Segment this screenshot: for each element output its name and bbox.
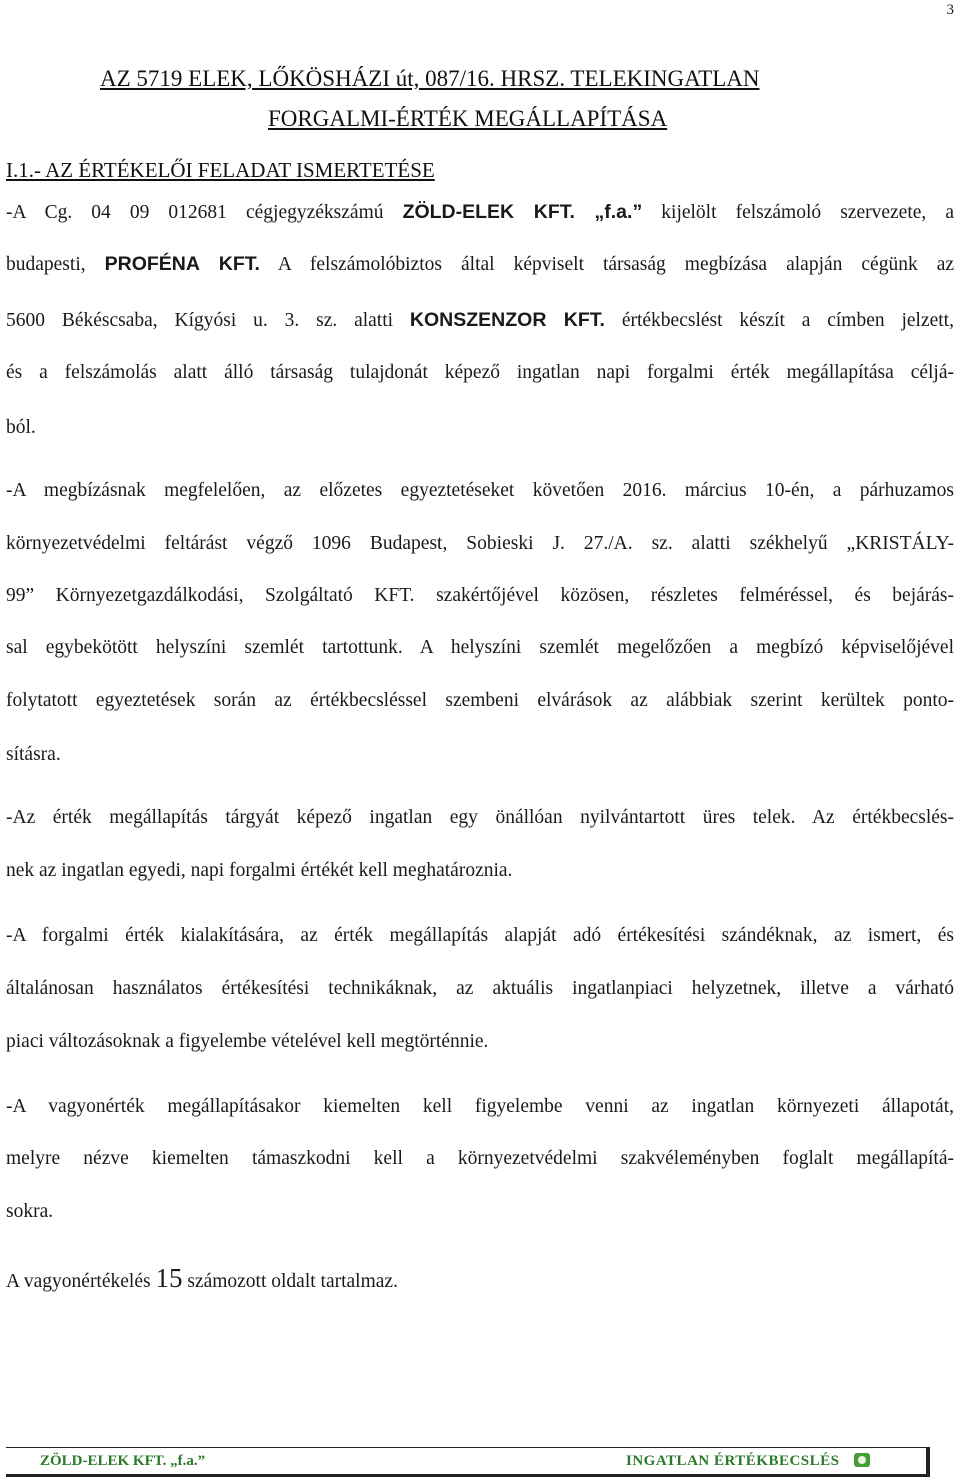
paragraph-4-line-1: -A forgalmi érték kialakítására, az érték megállapítás alapját adó értékesítési szándéknak, az ismert, és [6,925,954,946]
text: -A Cg. 04 09 012681 cégjegyzékszámú [6,202,403,223]
paragraph-5-line-3: sokra. [6,1201,54,1222]
text: számozott oldalt tartalmaz. [182,1271,398,1292]
page-footer [6,1447,930,1477]
paragraph-2-line-5: folytatott egyeztetések során az értékbecsléssel szembeni elvárások az alábbiak szerint kerültek ponto- [6,690,954,711]
document-title-line-1: AZ 5719 ELEK, LŐKÖSHÁZI út, 087/16. HRSZ. TELEKINGATLAN [100,66,760,91]
text: A vagyonértékelés [6,1271,156,1292]
paragraph-1-line-2 [6,255,954,275]
footer-title: INGATLAN ÉRTÉKBECSLÉS [626,1453,840,1469]
leaf-logo-icon [854,1453,870,1467]
paragraph-2-line-4: sal egybekötött helyszíni szemlét tartottunk. A helyszíni szemlét megelőzően a megbízó képviselőjével [6,637,954,658]
document-title-line-2: FORGALMI-ÉRTÉK MEGÁLLAPÍTÁSA [268,106,668,131]
paragraph-1-line-3 [6,311,954,331]
paragraph-2-line-3: 99” Környezetgazdálkodási, Szolgáltató KFT. szakértőjével közösen, részletes felméréssel, és bejárás- [6,585,954,606]
paragraph-1-line-5: ból. [6,417,36,438]
paragraph-4-line-2: általánosan használatos értékesítési technikáknak, az aktuális ingatlanpiaci helyzetnek, illetve a várható [6,978,954,999]
paragraph-1-line-4: és a felszámolás alatt álló társaság tulajdonát képező ingatlan napi forgalmi érték megállapítása céljá- [6,362,954,383]
page-number: 3 [946,2,954,18]
paragraph-3-line-2: nek az ingatlan egyedi, napi forgalmi értékét kell meghatároznia. [6,860,513,881]
paragraph-5-line-2: melyre nézve kiemelten támaszkodni kell a környezetvédelmi szakvéleményben foglalt megállapítá- [6,1148,954,1169]
company-name: PROFÉNA KFT. [104,253,260,275]
page-count: 15 [155,1263,183,1293]
paragraph-5-line-1: -A vagyonérték megállapításakor kiemelten kell figyelembe venni az ingatlan környezeti állapotát, [6,1096,954,1117]
paragraph-2-line-6: sításra. [6,744,61,765]
text: értékbecslést készít a címben jelzett, [604,310,954,331]
paragraph-4-line-3: piaci változásoknak a figyelembe vételével kell megtörténnie. [6,1031,489,1052]
text: budapesti, [6,254,105,275]
text: 5600 Békéscsaba, Kígyósi u. 3. sz. alatti [6,310,410,331]
paragraph-3-line-1: -Az érték megállapítás tárgyát képező ingatlan egy önállóan nyilvántartott üres telek. Az értékbecslés- [6,807,954,828]
text: A felszámolóbiztos által képviselt társaság megbízása alapján cégünk az [259,254,955,275]
company-name: ZÖLD-ELEK KFT. „f.a.” [402,201,643,223]
paragraph-6 [6,1265,954,1292]
text: kijelölt felszámoló szervezete, a [642,202,954,223]
footer-company: ZÖLD-ELEK KFT. „f.a.” [40,1453,206,1469]
company-name: KONSZENZOR KFT. [409,309,605,331]
paragraph-2-line-2: környezetvédelmi feltárást végző 1096 Budapest, Sobieski J. 27./A. sz. alatti székhelyű „KRISTÁLY- [6,533,954,554]
paragraph-2-line-1: -A megbízásnak megfelelően, az előzetes egyeztetéseket követően 2016. március 10-én, a párhuzamos [6,480,954,501]
paragraph-1-line-1 [6,203,954,223]
section-heading: I.1.- AZ ÉRTÉKELŐI FELADAT ISMERTETÉSE [6,158,435,182]
